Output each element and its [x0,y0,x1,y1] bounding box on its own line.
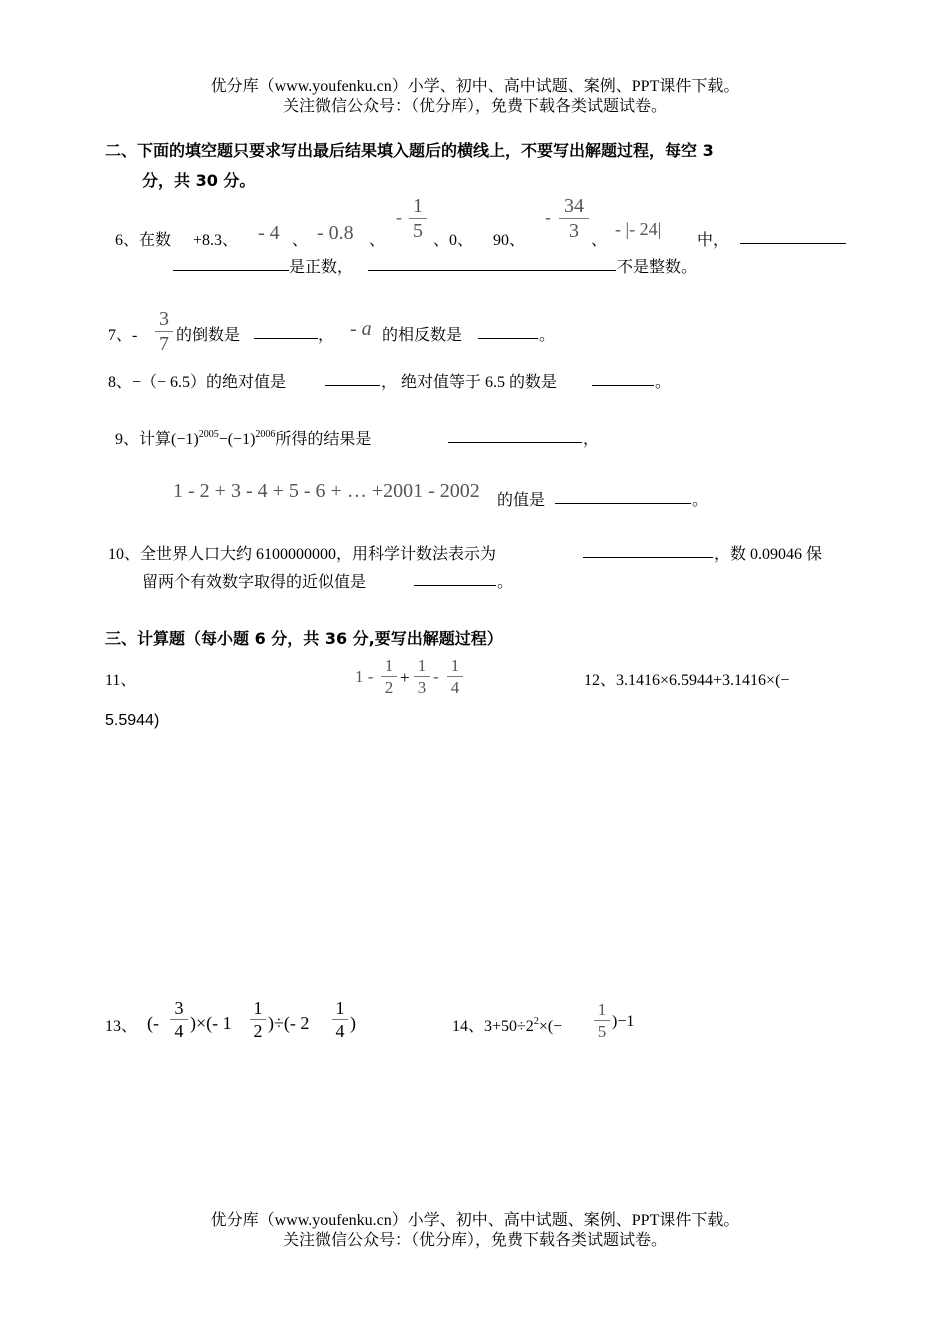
footer-line-2: 关注微信公众号：（优分库），免费下载各类试题试卷。 [282,1232,667,1249]
q9-result-label: 所得的结果是 [275,431,372,448]
q6-fraction-34-thirds [559,196,589,241]
q11-f2-numerator: 1 [417,656,427,675]
q10-line1-a: 10、全世界人口大约 6100000000，用科学计数法表示为 [108,546,497,563]
q13-f3-denominator: 4 [335,1021,345,1041]
q14-exponent: 2 [533,1016,539,1027]
q6-fraction-1-denominator: 5 [413,220,423,242]
q8-text-1: 8、−（− 6.5）的绝对值是 [108,374,287,391]
q7-comma: ， [318,327,335,344]
q7-neg-a: - a [350,318,372,340]
q13-fraction-quarter [332,999,348,1040]
q13-paren-2: )×(- 1 [190,1013,232,1033]
q13-f1-numerator: 3 [174,998,184,1018]
q9-minus-term: −(−1) [218,431,256,448]
q7-prefix: 7、- [108,327,138,344]
q14-fraction-one-fifth [594,1001,610,1040]
q11-f3-numerator: 1 [450,656,460,675]
q6-fraction-one-fifth [409,196,427,241]
q13-f3-numerator: 1 [335,998,345,1018]
q6-number-7-sign: - [545,207,551,227]
q11-f1-numerator: 1 [384,656,394,675]
q9-text-1 [115,426,371,449]
q13-f2-numerator: 1 [253,998,263,1018]
q6-number-2: - 4 [258,222,280,244]
q7-text-opposite: 的相反数是 [382,327,463,344]
q11-lead: 1 - [355,667,374,686]
q6-number-8: - |- 24| [615,219,662,239]
q6-line2-text-a: 是正数， [289,259,354,276]
q14-tail: )−1 [612,1013,635,1030]
q10-blank-2[interactable] [414,569,496,586]
q6-blank-1[interactable] [740,227,846,244]
q14-denominator: 5 [597,1022,607,1041]
q9-series-text: 的值是 [497,492,546,509]
q9-blank-2[interactable] [555,487,691,504]
q13-fraction-half [250,999,266,1040]
q11-label: 11、 [105,672,137,689]
q10-end: 。 [497,574,514,591]
q9-end: ， [583,431,600,448]
q13-paren-3: )÷(- 2 [268,1013,310,1033]
q8-blank-1[interactable] [325,369,380,386]
q9-series: 1 - 2 + 3 - 4 + 5 - 6 + … +2001 - 2002 [173,480,480,502]
q14-text-1 [452,1013,562,1036]
q6-number-5: 、0、 [433,232,474,249]
q13-fraction-three-quarters [170,999,188,1040]
q7-blank-1[interactable] [254,322,318,339]
q9-series-end: 。 [692,492,709,509]
q11-f1-denominator: 2 [384,678,394,697]
section-3-title: 三、计算题（每小题 6 分，共 36 分,要写出解题过程） [105,629,503,648]
q14-lead: 14、3+50÷2 [452,1018,534,1035]
q6-suffix: 中， [697,232,730,249]
q13-label: 13、 [105,1018,138,1035]
q14-mult: ×(− [538,1018,563,1035]
header-line-2: 关注微信公众号：（优分库），免费下载各类试题试卷。 [282,98,667,115]
section-2-title-line-1: 二、下面的填空题只要求写出最后结果填入题后的横线上，不要写出解题过程，每空 3 [105,141,714,160]
q14-numerator: 1 [597,1000,607,1019]
q7-end: 。 [539,327,556,344]
q7-text-reciprocal: 的倒数是 [176,327,241,344]
q6-line2-text-b: 不是整数。 [617,259,698,276]
q6-fraction-2-denominator: 3 [569,220,579,242]
q7-denominator: 7 [159,333,169,355]
q6-blank-2[interactable] [173,254,289,271]
q11-fraction-half [381,657,397,696]
q7-fraction-three-sevenths [155,309,173,354]
q13-paren-4: ) [350,1013,356,1033]
q6-number-3: - 0.8 [317,222,354,244]
q12-line-1: 12、3.1416×6.5944+3.1416×(− [584,672,790,689]
q8-blank-2[interactable] [592,369,654,386]
q11-f2-denominator: 3 [417,678,427,697]
q7-blank-2[interactable] [478,322,538,339]
q6-separator-3: 、 [591,232,608,249]
q6-number-4-sign: - [396,207,402,227]
header-line-1: 优分库（www.youfenku.cn）小学、初中、高中试题、案例、PPT课件下载。 [210,78,740,95]
q9-exponent-2: 2006 [255,429,276,440]
q9-exponent-1: 2005 [198,429,219,440]
q6-fraction-2-numerator: 34 [564,195,584,217]
footer-line-1: 优分库（www.youfenku.cn）小学、初中、高中试题、案例、PPT课件下载。 [210,1212,740,1229]
q7-numerator: 3 [159,308,169,330]
q6-prefix: 6、在数 [115,232,172,249]
q13-paren-1: (- [147,1013,159,1033]
q11-op-plus: + [400,668,410,687]
q11-fraction-quarter [447,657,463,696]
q6-number-1: +8.3、 [193,232,239,249]
q10-line1-b: ，数 0.09046 保 [714,546,823,563]
q13-f1-denominator: 4 [174,1021,184,1041]
q8-end: 。 [655,374,672,391]
q6-number-6: 90、 [493,232,526,249]
q11-op-minus: - [433,667,439,686]
q6-separator-2: 、 [369,232,386,249]
q13-f2-denominator: 2 [253,1021,263,1041]
q10-blank-1[interactable] [583,541,713,558]
q8-text-2: ， 绝对值等于 6.5 的数是 [381,374,558,391]
q6-separator: 、 [292,232,309,249]
q11-f3-denominator: 4 [450,678,460,697]
q10-line2-a: 留两个有效数字取得的近似值是 [142,574,367,591]
q11-fraction-third [414,657,430,696]
q9-blank-1[interactable] [448,426,582,443]
q6-blank-3[interactable] [368,254,616,271]
section-2-title-line-2: 分，共 30 分。 [142,171,256,190]
q6-fraction-1-numerator: 1 [413,195,423,217]
q12-line-2: 5.5944) [105,712,160,729]
q9-compute-label: 9、计算(−1) [115,431,199,448]
